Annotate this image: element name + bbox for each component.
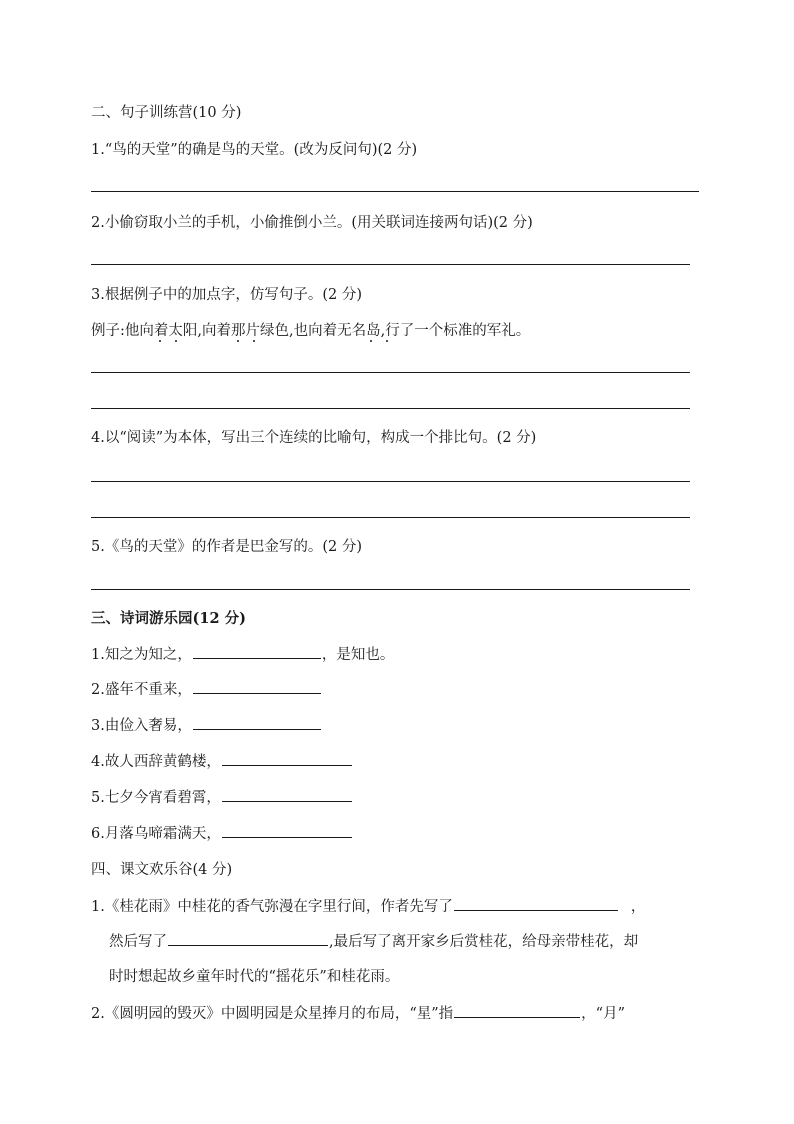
poem-line-5-text: 5.七夕今宵看碧霄， <box>91 790 221 806</box>
answer-blank-4-2[interactable] <box>454 1016 580 1018</box>
section2-heading: 二、句子训练营(10 分) <box>91 105 242 121</box>
example-sentence: 例子:他向着太阳,向着那片绿色,也向着无名岛,行了一个标准的军礼。 <box>91 323 531 339</box>
poem-line-4-text: 4.故人西辞黄鹤楼， <box>91 754 221 770</box>
emphasis-dot <box>253 340 255 342</box>
question-4-1-comma: ， <box>630 899 646 915</box>
question-4-1-text: 1.《桂花雨》中桂花的香气弥漫在字里行间，作者先写了 <box>91 899 453 915</box>
poem-line-6-text: 6.月落乌啼霜满天， <box>91 826 221 842</box>
poem-blank-6[interactable] <box>222 836 352 838</box>
question-4-1-finally: ,最后写了离开家乡后赏桂花，给母亲带桂花，却 <box>329 934 639 950</box>
poem-line-1-end: ，是知也。 <box>321 647 395 663</box>
answer-line-2-5[interactable] <box>91 589 690 590</box>
emphasis-dot <box>370 340 372 342</box>
question-2-4: 4.以“阅读”为本体，写出三个连续的比喻句，构成一个排比句。(2 分) <box>91 430 537 446</box>
poem-blank-5[interactable] <box>222 800 352 802</box>
emphasis-dot <box>159 340 161 342</box>
answer-line-2-1[interactable] <box>91 191 699 192</box>
section4-heading: 四、课文欢乐谷(4 分) <box>91 862 233 878</box>
emphasis-dot <box>386 340 388 342</box>
answer-line-2-3a[interactable] <box>91 372 690 373</box>
answer-line-2-2[interactable] <box>91 264 690 265</box>
question-2-5: 5.《鸟的天堂》的作者是巴金写的。(2 分) <box>91 539 362 555</box>
answer-blank-4-1a[interactable] <box>454 909 618 911</box>
poem-line-2-text: 2.盛年不重来， <box>91 682 192 698</box>
poem-line-1-start: 1.知之为知之， <box>91 647 192 663</box>
question-4-1-line3: 时时想起故乡童年时代的“摇花乐”和桂花雨。 <box>109 969 400 985</box>
question-4-1-line1 <box>91 897 645 917</box>
poem-blank-1[interactable] <box>193 657 321 659</box>
question-2-1: 1.“鸟的天堂”的确是鸟的天堂。(改为反问句)(2 分) <box>91 142 418 158</box>
answer-line-2-4a[interactable] <box>91 481 690 482</box>
question-4-2-end: ，“月” <box>581 1006 625 1022</box>
question-4-2-text: 2.《圆明园的毁灭》中圆明园是众星捧月的布局，“星”指 <box>91 1006 454 1022</box>
answer-blank-4-1b[interactable] <box>168 944 328 946</box>
poem-line-3-text: 3.由俭入奢易， <box>91 718 192 734</box>
poem-line-2 <box>91 680 322 700</box>
poem-line-1 <box>91 645 394 665</box>
emphasis-dot <box>175 340 177 342</box>
question-4-1-then: 然后写了 <box>109 934 167 950</box>
poem-line-4 <box>91 752 353 772</box>
question-2-2: 2.小偷窃取小兰的手机，小偷推倒小兰。(用关联词连接两句话)(2 分) <box>91 215 533 231</box>
question-4-2 <box>91 1004 625 1024</box>
question-4-1-line2 <box>109 932 638 952</box>
poem-blank-4[interactable] <box>222 764 352 766</box>
question-2-3: 3.根据例子中的加点字，仿写句子。(2 分) <box>91 287 362 303</box>
poem-line-5 <box>91 788 353 808</box>
emphasis-dot <box>237 340 239 342</box>
section3-heading: 三、诗词游乐园(12 分) <box>91 610 246 627</box>
answer-line-2-4b[interactable] <box>91 517 690 518</box>
poem-line-6 <box>91 824 353 844</box>
poem-blank-3[interactable] <box>193 728 321 730</box>
answer-line-2-3b[interactable] <box>91 408 690 409</box>
poem-blank-2[interactable] <box>193 692 321 694</box>
poem-line-3 <box>91 716 322 736</box>
